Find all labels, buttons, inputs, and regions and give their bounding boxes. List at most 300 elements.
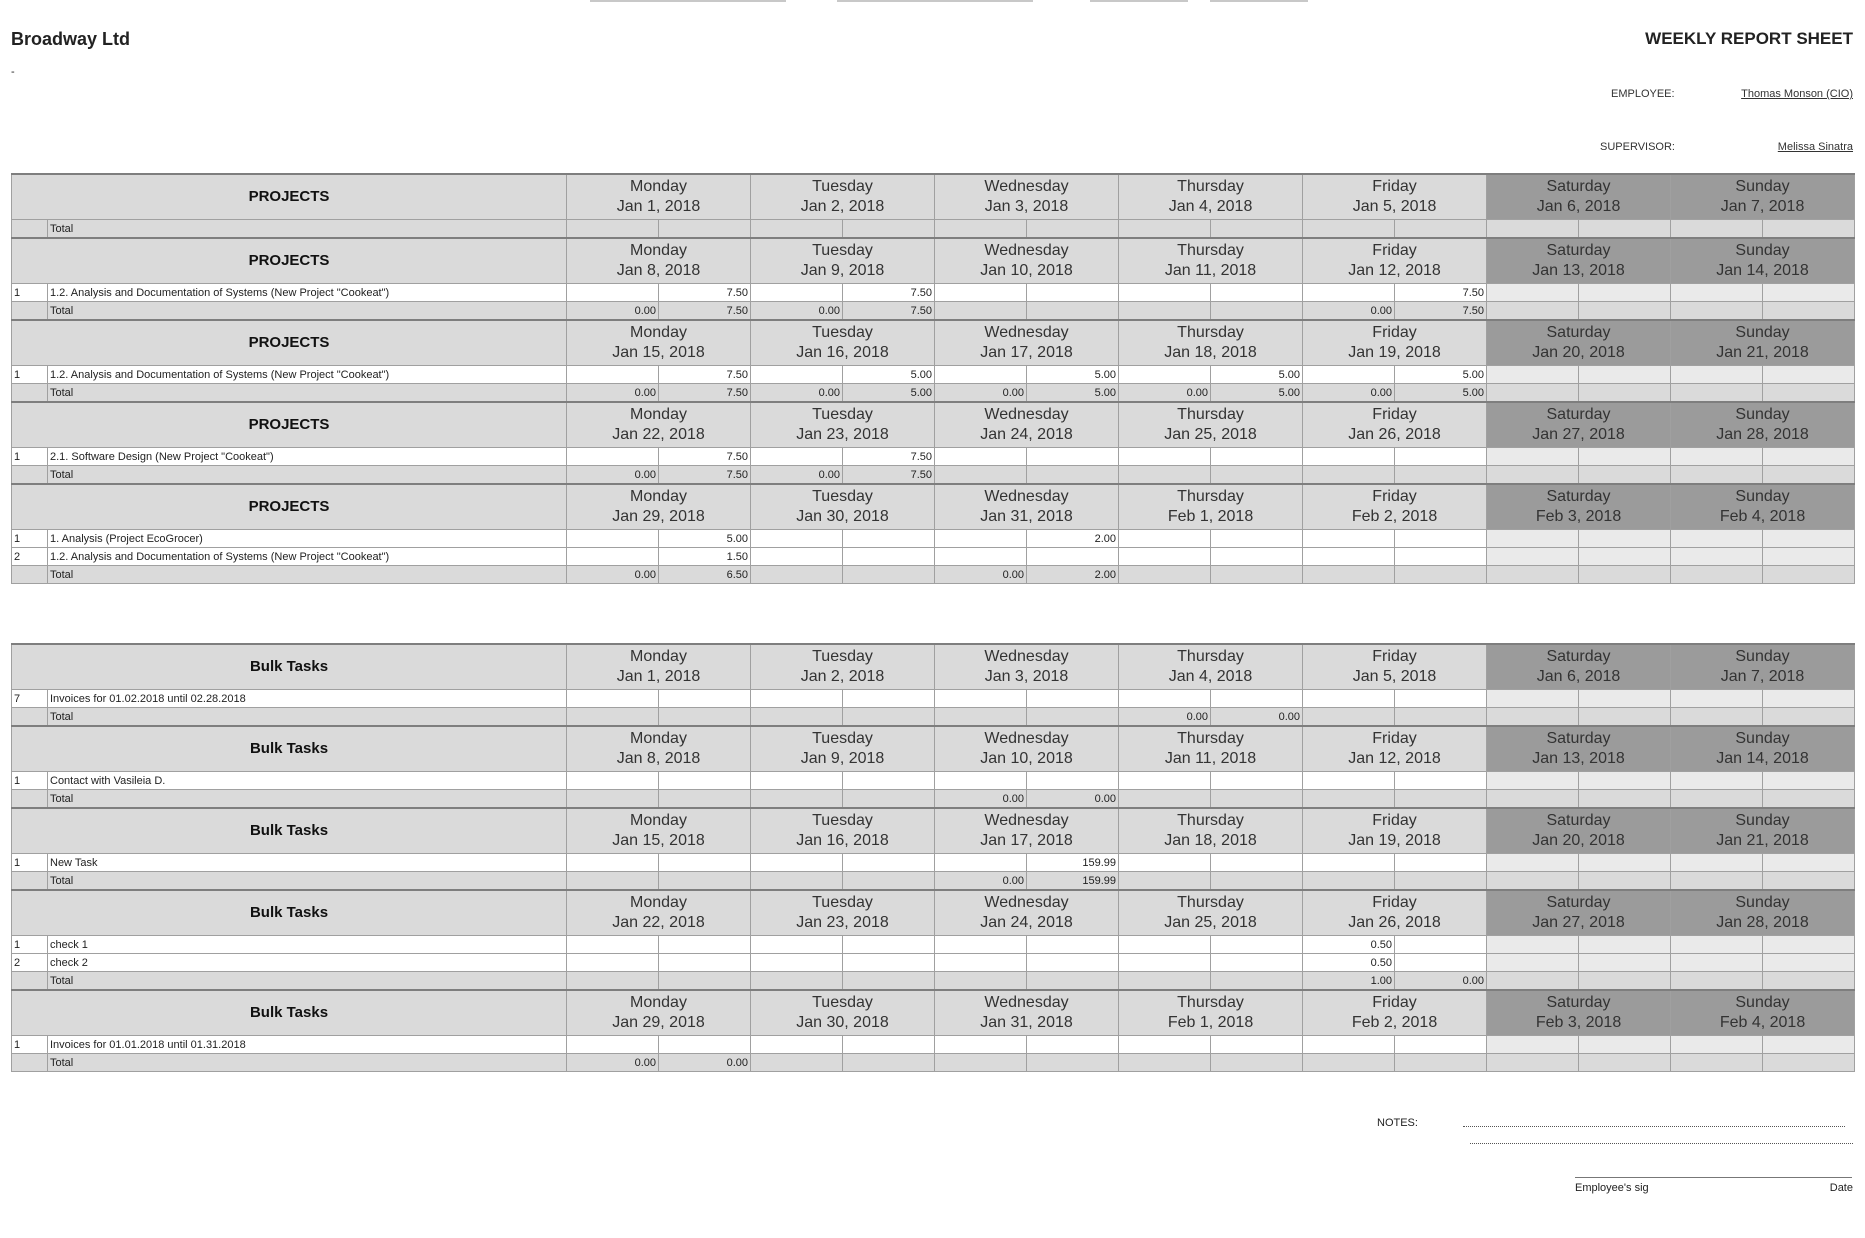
hours-cell[interactable] (1027, 548, 1119, 566)
bulk-tasks-total-row (12, 708, 1855, 727)
total-cell (1579, 972, 1671, 991)
employee-value[interactable]: Thomas Monson (CIO) (1741, 88, 1853, 100)
hours-cell[interactable] (935, 854, 1027, 872)
hours-cell[interactable] (843, 954, 935, 972)
hours-cell[interactable] (1487, 530, 1579, 548)
day-header (1671, 890, 1855, 936)
hours-cell[interactable] (659, 772, 751, 790)
hours-cell[interactable] (567, 772, 659, 790)
total-cell (1579, 302, 1671, 321)
day-name: Saturday (1546, 648, 1611, 665)
hours-cell[interactable] (935, 772, 1027, 790)
hours-cell[interactable] (1763, 772, 1855, 790)
hours-cell[interactable] (1027, 1036, 1119, 1054)
total-spacer (12, 566, 48, 584)
total-cell: 7.50 (659, 384, 751, 403)
total-cell (1211, 466, 1303, 485)
hours-cell[interactable] (1579, 366, 1671, 384)
total-cell (1671, 1054, 1763, 1072)
day-header (935, 808, 1119, 854)
task-name[interactable]: 1.2. Analysis and Documentation of Systems (New Project "Cookeat") (48, 366, 567, 384)
day-header (1119, 402, 1303, 448)
hours-cell[interactable] (1671, 284, 1763, 302)
day-name: Tuesday (812, 648, 873, 665)
hours-cell[interactable]: 5.00 (1027, 366, 1119, 384)
hours-cell[interactable] (1671, 772, 1763, 790)
top-tab-1[interactable] (590, 0, 786, 2)
hours-cell[interactable] (1579, 936, 1671, 954)
total-cell (1211, 566, 1303, 584)
hours-cell[interactable] (1763, 690, 1855, 708)
total-cell (1763, 708, 1855, 727)
hours-cell[interactable]: 7.50 (659, 284, 751, 302)
hours-cell[interactable] (1395, 772, 1487, 790)
day-header (1487, 644, 1671, 690)
total-cell (843, 872, 935, 891)
total-cell: 7.50 (843, 302, 935, 321)
hours-cell[interactable] (1763, 548, 1855, 566)
hours-cell[interactable] (1487, 854, 1579, 872)
hours-cell[interactable]: 7.50 (843, 448, 935, 466)
hours-cell[interactable] (1119, 366, 1211, 384)
day-name: Saturday (1546, 994, 1611, 1011)
hours-cell[interactable] (935, 448, 1027, 466)
bulk-tasks-total-row (12, 972, 1855, 991)
hours-cell[interactable] (567, 548, 659, 566)
total-cell: 0.00 (1303, 384, 1395, 403)
hours-cell[interactable] (935, 366, 1027, 384)
total-cell: 0.00 (567, 302, 659, 321)
total-cell (751, 972, 843, 991)
hours-cell[interactable] (1211, 448, 1303, 466)
hours-cell[interactable] (567, 936, 659, 954)
total-cell: 0.00 (751, 302, 843, 321)
task-name[interactable]: 1.2. Analysis and Documentation of Systems (New Project "Cookeat") (48, 548, 567, 566)
hours-cell[interactable] (1487, 548, 1579, 566)
total-cell (1395, 1054, 1487, 1072)
hours-cell[interactable] (659, 1036, 751, 1054)
projects-section-title: PROJECTS (12, 238, 567, 284)
day-name: Tuesday (812, 730, 873, 747)
hours-cell[interactable] (1487, 366, 1579, 384)
total-cell (1211, 1054, 1303, 1072)
total-cell (1027, 1054, 1119, 1072)
total-cell (1671, 708, 1763, 727)
task-name[interactable]: 1.2. Analysis and Documentation of Systems (New Project "Cookeat") (48, 284, 567, 302)
total-cell (1119, 972, 1211, 991)
bulk-tasks-task-row (12, 772, 1855, 790)
hours-cell[interactable] (1763, 530, 1855, 548)
hours-cell[interactable] (1027, 936, 1119, 954)
day-date: Jan 11, 2018 (1164, 750, 1257, 767)
bulk-tasks-section-title: Bulk Tasks (12, 644, 567, 690)
hours-cell[interactable]: 2.00 (1027, 530, 1119, 548)
hours-cell[interactable] (567, 954, 659, 972)
hours-cell[interactable]: 5.00 (843, 366, 935, 384)
total-cell (567, 220, 659, 239)
hours-cell[interactable] (1579, 954, 1671, 972)
hours-cell[interactable]: 5.00 (1211, 366, 1303, 384)
hours-cell[interactable] (567, 530, 659, 548)
day-header (1487, 484, 1671, 530)
company-name: Broadway Ltd (11, 29, 131, 49)
report-title: WEEKLY REPORT SHEET (1645, 29, 1853, 48)
hours-cell[interactable] (751, 284, 843, 302)
hours-cell[interactable] (751, 530, 843, 548)
day-header (751, 890, 935, 936)
hours-cell[interactable] (1671, 954, 1763, 972)
hours-cell[interactable]: 159.99 (1027, 854, 1119, 872)
day-name: Tuesday (812, 178, 873, 195)
total-cell (1395, 872, 1487, 891)
top-tab-3[interactable] (1090, 0, 1188, 2)
hours-cell[interactable] (1487, 772, 1579, 790)
day-header (1303, 484, 1487, 530)
hours-cell[interactable] (751, 772, 843, 790)
total-cell (659, 220, 751, 239)
total-label: Total (48, 1054, 567, 1072)
hours-cell[interactable] (1211, 936, 1303, 954)
hours-cell[interactable] (843, 936, 935, 954)
hours-cell[interactable]: 7.50 (659, 448, 751, 466)
hours-cell[interactable] (1487, 284, 1579, 302)
hours-cell[interactable] (1579, 1036, 1671, 1054)
top-tab-4[interactable] (1210, 0, 1308, 2)
hours-cell[interactable] (1211, 1036, 1303, 1054)
hours-cell[interactable] (1211, 690, 1303, 708)
projects-total-row (12, 384, 1855, 403)
total-cell (1211, 302, 1303, 321)
total-cell: 0.00 (935, 384, 1027, 403)
hours-cell[interactable] (751, 854, 843, 872)
total-cell: 159.99 (1027, 872, 1119, 891)
day-date: Jan 28, 2018 (1716, 914, 1809, 931)
hours-cell[interactable] (1579, 772, 1671, 790)
supervisor-value[interactable]: Melissa Sinatra (1777, 141, 1853, 153)
total-cell (1303, 872, 1395, 891)
hours-cell[interactable] (1395, 530, 1487, 548)
hours-cell[interactable] (1395, 448, 1487, 466)
hours-cell[interactable] (843, 690, 935, 708)
hours-cell[interactable] (751, 448, 843, 466)
task-name[interactable]: 1. Analysis (Project EcoGrocer) (48, 530, 567, 548)
day-date: Jan 20, 2018 (1532, 344, 1625, 361)
hours-cell[interactable] (935, 284, 1027, 302)
hours-cell[interactable] (843, 548, 935, 566)
day-date: Feb 2, 2018 (1351, 1014, 1438, 1031)
hours-cell[interactable] (1671, 690, 1763, 708)
day-header (751, 402, 935, 448)
hours-cell[interactable] (567, 690, 659, 708)
hours-cell[interactable] (751, 690, 843, 708)
task-name[interactable]: New Task (48, 854, 567, 872)
hours-cell[interactable] (1671, 448, 1763, 466)
projects-week-header (12, 402, 1855, 448)
hours-cell[interactable] (1119, 690, 1211, 708)
hours-cell[interactable] (659, 954, 751, 972)
hours-cell[interactable] (1763, 448, 1855, 466)
hours-cell[interactable] (1119, 448, 1211, 466)
hours-cell[interactable] (1303, 366, 1395, 384)
hours-cell[interactable] (1211, 530, 1303, 548)
hours-cell[interactable] (1119, 1036, 1211, 1054)
hours-cell[interactable] (751, 366, 843, 384)
total-cell (751, 708, 843, 727)
hours-cell[interactable] (1395, 954, 1487, 972)
day-date: Jan 8, 2018 (616, 262, 701, 279)
day-name: Monday (630, 894, 687, 911)
hours-cell[interactable] (1303, 530, 1395, 548)
projects-task-row (12, 548, 1855, 566)
hours-cell[interactable] (843, 530, 935, 548)
hours-cell[interactable] (1027, 772, 1119, 790)
hours-cell[interactable]: 5.00 (1395, 366, 1487, 384)
date-label: Date (1829, 1182, 1853, 1194)
hours-cell[interactable] (751, 954, 843, 972)
hours-cell[interactable] (1303, 448, 1395, 466)
total-spacer (12, 872, 48, 891)
hours-cell[interactable] (751, 936, 843, 954)
hours-cell[interactable] (1119, 936, 1211, 954)
hours-cell[interactable] (1487, 936, 1579, 954)
hours-cell[interactable] (935, 936, 1027, 954)
total-cell (1671, 384, 1763, 403)
notes-line-1[interactable] (1463, 1126, 1845, 1127)
day-date: Jan 18, 2018 (1164, 344, 1257, 361)
hours-cell[interactable] (1763, 954, 1855, 972)
hours-cell[interactable] (567, 1036, 659, 1054)
projects-week-header (12, 174, 1855, 220)
hours-cell[interactable] (1119, 530, 1211, 548)
bulk-tasks-total-row (12, 872, 1855, 891)
day-header (935, 174, 1119, 220)
hours-cell[interactable] (1027, 448, 1119, 466)
task-name[interactable]: check 1 (48, 936, 567, 954)
hours-cell[interactable] (935, 690, 1027, 708)
day-name: Wednesday (984, 406, 1069, 423)
task-name[interactable]: Invoices for 01.02.2018 until 02.28.2018 (48, 690, 567, 708)
projects-section-title: PROJECTS (12, 484, 567, 530)
day-header (1671, 990, 1855, 1036)
hours-cell[interactable] (567, 448, 659, 466)
hours-cell[interactable] (1671, 854, 1763, 872)
day-date: Feb 1, 2018 (1167, 1014, 1254, 1031)
top-tab-2[interactable] (837, 0, 1033, 2)
task-name[interactable]: 2.1. Software Design (New Project "Cookeat") (48, 448, 567, 466)
hours-cell[interactable] (1579, 854, 1671, 872)
total-cell: 0.00 (935, 566, 1027, 584)
hours-cell[interactable] (1303, 854, 1395, 872)
hours-cell[interactable] (1211, 772, 1303, 790)
total-cell (843, 566, 935, 584)
day-name: Friday (1372, 178, 1417, 195)
hours-cell[interactable] (1671, 366, 1763, 384)
day-date: Jan 3, 2018 (984, 668, 1069, 685)
hours-cell[interactable] (1395, 690, 1487, 708)
total-cell: 7.50 (843, 466, 935, 485)
day-date: Jan 2, 2018 (800, 198, 885, 215)
hours-cell[interactable] (1763, 284, 1855, 302)
total-cell (1763, 384, 1855, 403)
hours-cell[interactable] (1119, 954, 1211, 972)
hours-cell[interactable] (1487, 954, 1579, 972)
hours-cell[interactable] (935, 530, 1027, 548)
hours-cell[interactable] (1763, 1036, 1855, 1054)
hours-cell[interactable] (1487, 1036, 1579, 1054)
hours-cell[interactable] (1395, 1036, 1487, 1054)
day-date: Jan 30, 2018 (796, 508, 889, 525)
total-cell (1211, 872, 1303, 891)
task-name[interactable]: Contact with Vasileia D. (48, 772, 567, 790)
total-label: Total (48, 972, 567, 991)
hours-cell[interactable] (1303, 284, 1395, 302)
hours-cell[interactable]: 0.50 (1303, 954, 1395, 972)
day-name: Monday (630, 324, 687, 341)
hours-cell[interactable]: 5.00 (659, 530, 751, 548)
hours-cell[interactable] (1211, 548, 1303, 566)
hours-cell[interactable] (1579, 448, 1671, 466)
day-name: Tuesday (812, 406, 873, 423)
hours-cell[interactable] (935, 548, 1027, 566)
hours-cell[interactable] (1303, 548, 1395, 566)
day-date: Jan 5, 2018 (1352, 198, 1437, 215)
day-header (1303, 402, 1487, 448)
hours-cell[interactable] (751, 548, 843, 566)
hours-cell[interactable] (1763, 936, 1855, 954)
hours-cell[interactable] (1763, 366, 1855, 384)
hours-cell[interactable] (1119, 772, 1211, 790)
day-name: Sunday (1735, 242, 1790, 259)
hours-cell[interactable] (1395, 854, 1487, 872)
hours-cell[interactable] (659, 854, 751, 872)
task-name[interactable]: check 2 (48, 954, 567, 972)
hours-cell[interactable] (843, 854, 935, 872)
hours-cell[interactable] (1671, 530, 1763, 548)
total-cell (659, 708, 751, 727)
day-name: Saturday (1546, 488, 1611, 505)
day-date: Feb 4, 2018 (1719, 1014, 1806, 1031)
hours-cell[interactable] (1211, 854, 1303, 872)
hours-cell[interactable]: 0.50 (1303, 936, 1395, 954)
hours-cell[interactable] (1303, 690, 1395, 708)
day-name: Sunday (1735, 812, 1790, 829)
total-cell (1579, 708, 1671, 727)
hours-cell[interactable] (1671, 548, 1763, 566)
hours-cell[interactable] (1763, 854, 1855, 872)
task-name[interactable]: Invoices for 01.01.2018 until 01.31.2018 (48, 1036, 567, 1054)
hours-cell[interactable]: 7.50 (659, 366, 751, 384)
total-cell (1763, 466, 1855, 485)
total-spacer (12, 466, 48, 485)
hours-cell[interactable] (1027, 690, 1119, 708)
day-header (1487, 890, 1671, 936)
hours-cell[interactable] (1119, 284, 1211, 302)
day-header (751, 484, 935, 530)
total-cell (843, 220, 935, 239)
day-date: Jan 17, 2018 (980, 344, 1073, 361)
hours-cell[interactable] (659, 690, 751, 708)
total-cell (1487, 220, 1579, 239)
total-cell: 7.50 (1395, 302, 1487, 321)
hours-cell[interactable] (1211, 954, 1303, 972)
hours-cell[interactable] (1487, 690, 1579, 708)
day-date: Jan 7, 2018 (1720, 198, 1805, 215)
day-header (1671, 484, 1855, 530)
hours-cell[interactable] (843, 1036, 935, 1054)
hours-cell[interactable] (1579, 690, 1671, 708)
hours-cell[interactable] (567, 366, 659, 384)
day-name: Saturday (1546, 178, 1611, 195)
day-name: Wednesday (984, 324, 1069, 341)
hours-cell[interactable] (1119, 854, 1211, 872)
total-cell: 5.00 (1211, 384, 1303, 403)
total-cell (1119, 220, 1211, 239)
total-cell (1579, 220, 1671, 239)
signature-line[interactable] (1575, 1177, 1852, 1178)
day-date: Jan 10, 2018 (980, 750, 1073, 767)
day-name: Sunday (1735, 324, 1790, 341)
day-name: Thursday (1177, 648, 1244, 665)
hours-cell[interactable] (1487, 448, 1579, 466)
hours-cell[interactable] (1671, 936, 1763, 954)
total-cell (1763, 872, 1855, 891)
hours-cell[interactable] (1579, 530, 1671, 548)
day-header (1303, 808, 1487, 854)
hours-cell[interactable] (1211, 284, 1303, 302)
total-cell (1395, 220, 1487, 239)
hours-cell[interactable] (567, 284, 659, 302)
hours-cell[interactable] (935, 1036, 1027, 1054)
day-header (1487, 990, 1671, 1036)
day-header (567, 808, 751, 854)
hours-cell[interactable] (1119, 548, 1211, 566)
hours-cell[interactable] (1671, 1036, 1763, 1054)
hours-cell[interactable] (1027, 954, 1119, 972)
total-cell (1303, 1054, 1395, 1072)
hours-cell[interactable] (567, 854, 659, 872)
day-date: Jan 4, 2018 (1168, 198, 1253, 215)
hours-cell[interactable]: 7.50 (1395, 284, 1487, 302)
total-cell (1395, 566, 1487, 584)
hours-cell[interactable] (935, 954, 1027, 972)
total-cell (1119, 302, 1211, 321)
hours-cell[interactable] (1027, 284, 1119, 302)
total-spacer (12, 972, 48, 991)
hours-cell[interactable] (1579, 548, 1671, 566)
day-header (567, 320, 751, 366)
hours-cell[interactable]: 1.50 (659, 548, 751, 566)
hours-cell[interactable] (1579, 284, 1671, 302)
hours-cell[interactable] (751, 1036, 843, 1054)
bulk-tasks-week-header (12, 726, 1855, 772)
total-cell (659, 972, 751, 991)
hours-cell[interactable] (1395, 936, 1487, 954)
day-date: Jan 4, 2018 (1168, 668, 1253, 685)
hours-cell[interactable] (1303, 772, 1395, 790)
row-index: 2 (12, 548, 48, 566)
total-label: Total (48, 384, 567, 403)
projects-week-header (12, 484, 1855, 530)
hours-cell[interactable] (1303, 1036, 1395, 1054)
hours-cell[interactable]: 7.50 (843, 284, 935, 302)
day-header (935, 726, 1119, 772)
hours-cell[interactable] (659, 936, 751, 954)
notes-line-2[interactable] (1470, 1143, 1853, 1144)
projects-total-row (12, 302, 1855, 321)
hours-cell[interactable] (843, 772, 935, 790)
day-header (751, 726, 935, 772)
hours-cell[interactable] (1395, 548, 1487, 566)
